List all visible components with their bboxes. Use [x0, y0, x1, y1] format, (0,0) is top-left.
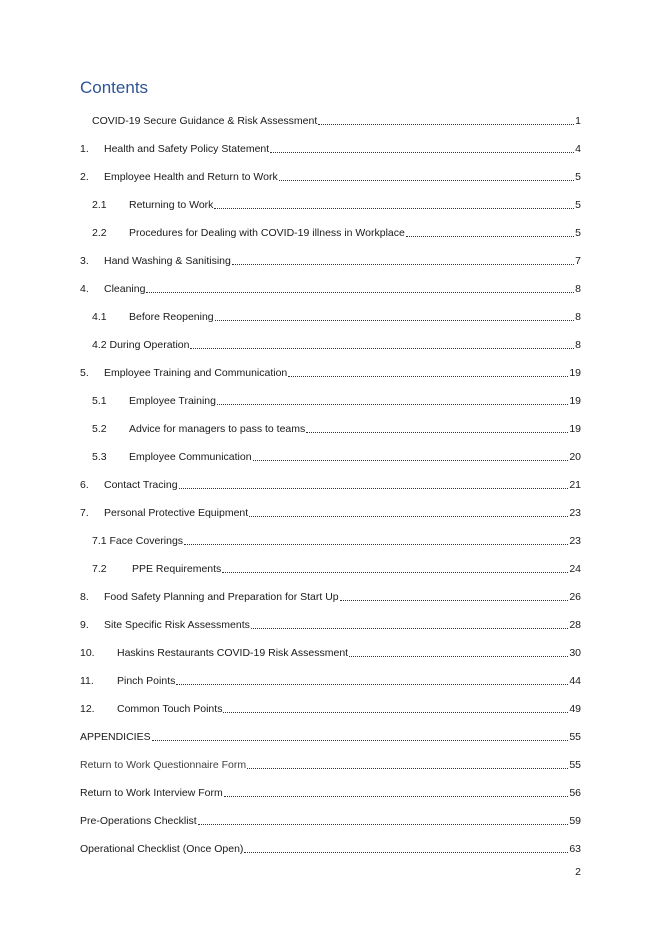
- toc-entry[interactable]: [80, 478, 581, 492]
- toc-entry-page: 5: [575, 199, 581, 211]
- contents-heading: Contents: [80, 78, 149, 97]
- toc-entry-label: Contact Tracing: [104, 479, 178, 491]
- toc-entry-page: 20: [569, 451, 581, 463]
- toc-entry-page: 19: [569, 423, 581, 435]
- toc-entry[interactable]: [92, 338, 581, 352]
- toc-entry-number: 10.: [80, 647, 95, 659]
- toc-entry-label: Hand Washing & Sanitising: [104, 255, 231, 267]
- toc-entry-number: 2.: [80, 171, 89, 183]
- toc-leader: [247, 758, 568, 769]
- toc-entry[interactable]: [80, 842, 581, 856]
- toc-entry-number: 5.3: [92, 451, 107, 463]
- toc-entry-label: Procedures for Dealing with COVID-19 illness in Workplace: [129, 227, 405, 239]
- toc-entry-label: Site Specific Risk Assessments: [104, 619, 250, 631]
- toc-entry-label: Common Touch Points: [117, 703, 223, 715]
- toc-leader: [288, 366, 568, 377]
- toc-entry[interactable]: [92, 310, 581, 324]
- toc-entry-label: Operational Checklist (Once Open): [80, 843, 244, 855]
- toc-entry-label: PPE Requirements: [132, 563, 222, 575]
- toc-entry[interactable]: [80, 702, 581, 716]
- toc-leader: [223, 702, 568, 713]
- toc-entry-page: 56: [569, 787, 581, 799]
- toc-entry-page: 19: [569, 395, 581, 407]
- toc-entry[interactable]: [80, 758, 581, 772]
- toc-entry-number: 1.: [80, 143, 89, 155]
- toc-entry-label: Employee Training: [129, 395, 216, 407]
- toc-entry-page: 55: [569, 759, 581, 771]
- toc-entry-page: 5: [575, 171, 581, 183]
- toc-entry[interactable]: [80, 142, 581, 156]
- toc-entry-label: Employee Health and Return to Work: [104, 171, 278, 183]
- toc-entry-number: 2.1: [92, 199, 107, 211]
- toc-leader: [190, 338, 574, 349]
- toc-entry-number: 5.1: [92, 395, 107, 407]
- toc-entry-page: 7: [575, 255, 581, 267]
- toc-entry-page: 63: [569, 843, 581, 855]
- toc-leader: [244, 842, 568, 853]
- toc-leader: [179, 478, 569, 489]
- toc-entry-label: Pre-Operations Checklist: [80, 815, 197, 827]
- toc-entry-page: 8: [575, 339, 581, 351]
- toc-entry-number: 5.: [80, 367, 89, 379]
- toc-entry[interactable]: [80, 786, 581, 800]
- toc-entry-number: 11.: [80, 675, 94, 687]
- toc-entry-label: Health and Safety Policy Statement: [104, 143, 270, 155]
- toc-entry-page: 55: [569, 731, 581, 743]
- toc-entry-page: 8: [575, 283, 581, 295]
- toc-entry-page: 59: [569, 815, 581, 827]
- toc-entry-page: 30: [569, 647, 581, 659]
- toc-entry-label: Advice for managers to pass to teams: [129, 423, 306, 435]
- toc-entry[interactable]: [92, 534, 581, 548]
- toc-entry[interactable]: [80, 590, 581, 604]
- toc-entry-page: 5: [575, 227, 581, 239]
- toc-entry[interactable]: [92, 198, 581, 212]
- toc-entry[interactable]: [80, 618, 581, 632]
- toc-leader: [146, 282, 574, 293]
- toc-entry[interactable]: [80, 254, 581, 268]
- toc-entry[interactable]: [80, 730, 581, 744]
- toc-entry-label: Return to Work Interview Form: [80, 787, 223, 799]
- toc-entry-label: Personal Protective Equipment: [104, 507, 249, 519]
- toc-entry-page: 44: [569, 675, 581, 687]
- toc-entry-page: 1: [575, 115, 581, 127]
- toc-entry-page: 19: [569, 367, 581, 379]
- toc-entry[interactable]: [92, 450, 581, 464]
- toc-entry-label: Food Safety Planning and Preparation for Start Up: [104, 591, 339, 603]
- toc-leader: [253, 450, 569, 461]
- toc-entry[interactable]: [80, 170, 581, 184]
- toc-entry-number: 6.: [80, 479, 89, 491]
- toc-entry-label: Return to Work Questionnaire Form: [80, 759, 247, 771]
- toc-entry-page: 23: [569, 507, 581, 519]
- toc-leader: [152, 730, 569, 741]
- toc-leader: [406, 226, 574, 237]
- toc-entry-label: Haskins Restaurants COVID-19 Risk Assessment: [117, 647, 349, 659]
- toc-entry-number: 3.: [80, 255, 89, 267]
- page-number: 2: [575, 866, 581, 878]
- toc-entry-number: 5.2: [92, 423, 107, 435]
- toc-leader: [222, 562, 568, 573]
- toc-entry-label: Employee Training and Communication: [104, 367, 288, 379]
- toc-entry-page: 49: [569, 703, 581, 715]
- toc-entry[interactable]: [92, 422, 581, 436]
- toc-leader: [349, 646, 568, 657]
- toc-entry-label: Cleaning: [104, 283, 146, 295]
- toc-entry-label: Employee Communication: [129, 451, 252, 463]
- toc-entry[interactable]: [92, 114, 581, 128]
- toc-entry-label: COVID-19 Secure Guidance & Risk Assessment: [92, 115, 318, 127]
- toc-entry-number: 2.2: [92, 227, 107, 239]
- toc-entry-page: 28: [569, 619, 581, 631]
- toc-entry[interactable]: [80, 282, 581, 296]
- toc-entry-number: 7.: [80, 507, 89, 519]
- toc-leader: [249, 506, 568, 517]
- toc-leader: [340, 590, 569, 601]
- toc-leader: [306, 422, 568, 433]
- toc-leader: [318, 114, 574, 125]
- toc-entry[interactable]: [80, 646, 581, 660]
- toc-entry-number: 9.: [80, 619, 89, 631]
- toc-leader: [251, 618, 568, 629]
- toc-entry[interactable]: [80, 814, 581, 828]
- toc-entry[interactable]: [92, 394, 581, 408]
- toc-entry-page: 26: [569, 591, 581, 603]
- toc-entry-number: 4.: [80, 283, 89, 295]
- toc-entry[interactable]: [80, 506, 581, 520]
- toc-leader: [270, 142, 574, 153]
- toc-entry-number: 8.: [80, 591, 89, 603]
- toc-leader: [214, 198, 574, 209]
- toc-leader: [279, 170, 574, 181]
- toc-entry-number: 7.2: [92, 563, 107, 575]
- toc-entry-label: 7.1 Face Coverings: [92, 535, 184, 547]
- toc-entry-number: 4.1: [92, 311, 107, 323]
- toc-entry[interactable]: [80, 366, 581, 380]
- toc-entry-page: 8: [575, 311, 581, 323]
- toc-leader: [198, 814, 569, 825]
- toc-entry-page: 23: [569, 535, 581, 547]
- toc-entry-number: 12.: [80, 703, 95, 715]
- toc-entry-page: 24: [569, 563, 581, 575]
- toc-leader: [184, 534, 568, 545]
- toc-entry[interactable]: [92, 226, 581, 240]
- toc-entry-label: Pinch Points: [117, 675, 176, 687]
- toc-entry-label: Returning to Work: [129, 199, 214, 211]
- toc-entry-page: 21: [569, 479, 581, 491]
- toc-entry-label: Before Reopening: [129, 311, 214, 323]
- toc-leader: [224, 786, 569, 797]
- toc-leader: [176, 674, 568, 685]
- toc-entry[interactable]: [92, 562, 581, 576]
- toc-entry[interactable]: [80, 674, 581, 688]
- toc-entry-label: APPENDICIES: [80, 731, 151, 743]
- toc-leader: [217, 394, 568, 405]
- toc-leader: [215, 310, 575, 321]
- toc-leader: [232, 254, 574, 265]
- toc-entry-label: 4.2 During Operation: [92, 339, 190, 351]
- toc-entry-page: 4: [575, 143, 581, 155]
